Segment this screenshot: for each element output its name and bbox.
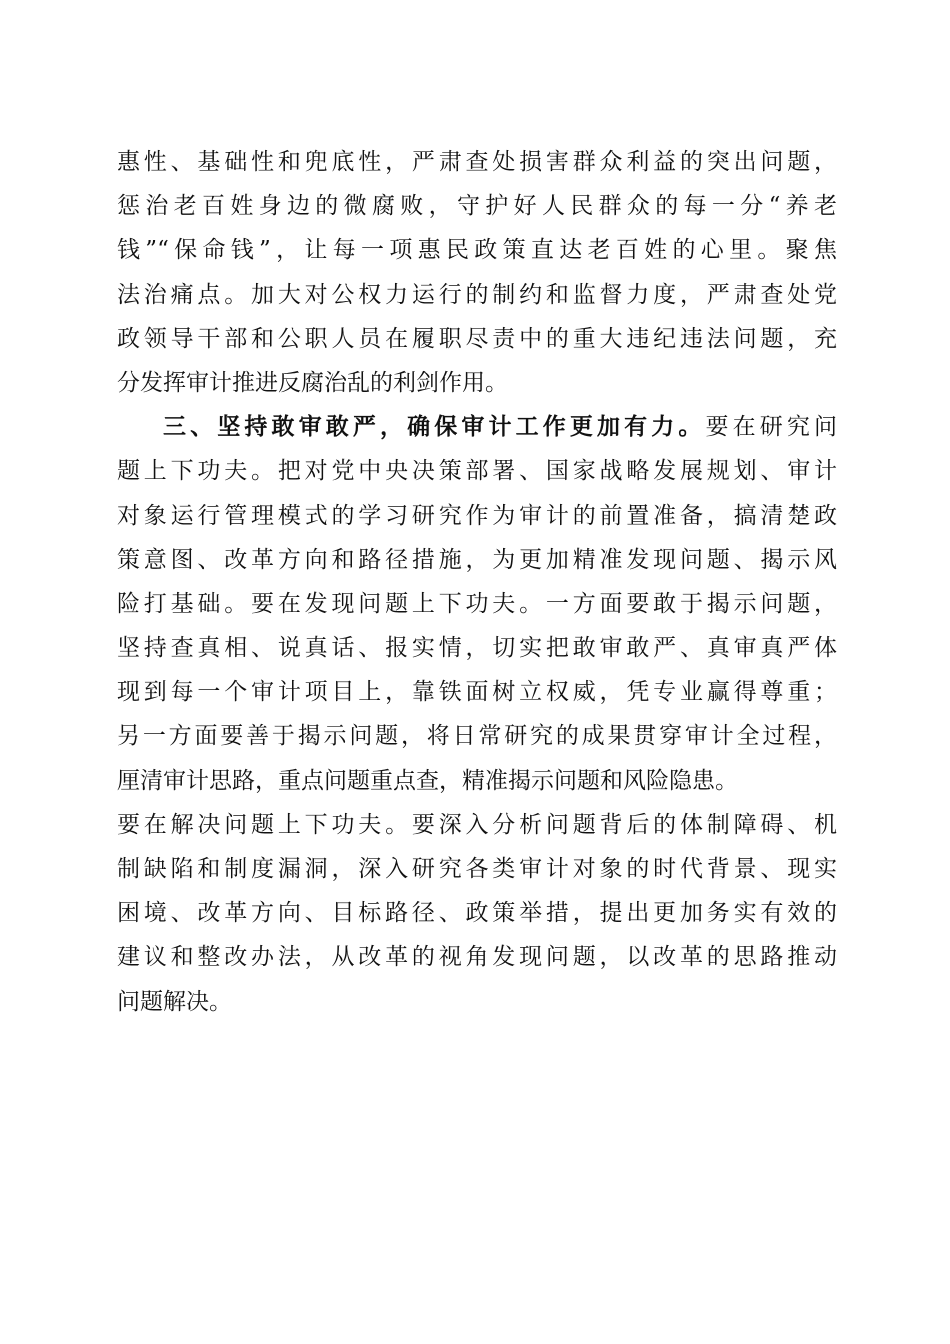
document-body <box>117 140 837 1024</box>
paragraph-2-line: 困境、改革方向、目标路径、政策举措，提出更加务实有效的 <box>117 900 837 927</box>
paragraph-1-line: 惠性、基础性和兜底性，严肃查处损害群众利益的突出问题， <box>117 149 837 175</box>
paragraph-2-line: 险打基础。要在发现问题上下功夫。一方面要敢于揭示问题， <box>117 590 837 617</box>
paragraph-2-line: 现到每一个审计项目上，靠铁面树立权威，凭专业赢得尊重； <box>117 679 837 706</box>
paragraph-2-line: 题上下功夫。把对党中央决策部署、国家战略发展规划、审计 <box>117 458 837 485</box>
paragraph-2-line: 坚持查真相、说真话、报实情，切实把敢审敢严、真审真严体 <box>117 635 837 662</box>
paragraph-2-line: 建议和整改办法，从改革的视角发现问题，以改革的思路推动 <box>117 944 837 971</box>
paragraph-2-line: 制缺陷和制度漏洞，深入研究各类审计对象的时代背景、现实 <box>117 856 837 882</box>
paragraph-2-line: 对象运行管理模式的学习研究作为审计的前置准备，搞清楚政 <box>117 502 837 529</box>
paragraph-2-line: 厘清审计思路，重点问题重点查，精准揭示问题和风险隐患。 <box>117 767 738 794</box>
paragraph-1-line: 法治痛点。加大对公权力运行的制约和监督力度，严肃查处党 <box>117 281 837 308</box>
paragraph-2-first-line <box>117 405 837 449</box>
section-heading: 三、坚持敢审敢严，确保审计工作更加有力。 <box>163 413 706 441</box>
paragraph-2-line: 另一方面要善于揭示问题，将日常研究的成果贯穿审计全过程， <box>117 723 837 750</box>
paragraph-1-line: 钱”“保命钱”，让每一项惠民政策直达老百姓的心里。聚焦 <box>117 237 837 264</box>
paragraph-1-line: 政领导干部和公职人员在履职尽责中的重大违纪违法问题，充 <box>117 325 837 352</box>
paragraph-1-line: 分发挥审计推进反腐治乱的利剑作用。 <box>117 369 508 396</box>
paragraph-1-line: 惩治老百姓身边的微腐败，守护好人民群众的每一分“养老 <box>117 193 837 220</box>
paragraph-2-line: 策意图、改革方向和路径措施，为更加精准发现问题、揭示风 <box>117 546 837 573</box>
section-heading-continuation: 要在研究问 <box>705 414 837 441</box>
paragraph-2-line: 问题解决。 <box>117 988 232 1015</box>
paragraph-2-line: 要在解决问题上下功夫。要深入分析问题背后的体制障碍、机 <box>117 811 837 838</box>
